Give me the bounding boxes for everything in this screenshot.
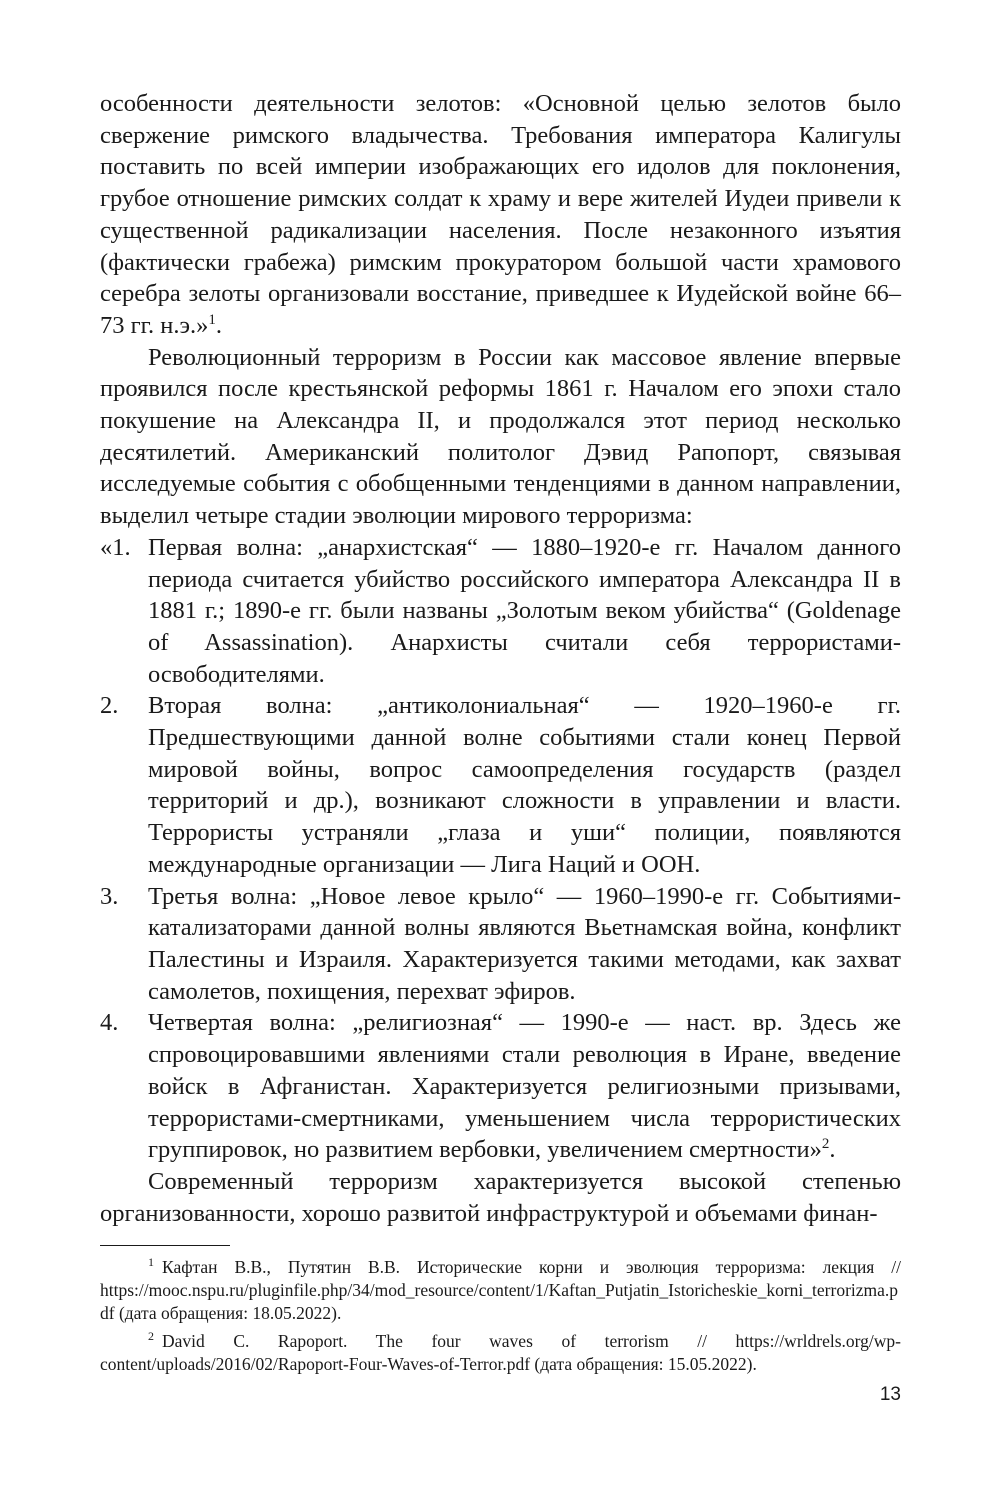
paragraph-zealots <box>100 88 901 342</box>
footnote-2 <box>100 1330 901 1376</box>
list-item-third-wave <box>100 881 901 1008</box>
list-item-number: 2. <box>100 692 119 720</box>
paragraph-text: Революционный терроризм в России как массовое явление впервые проявился после крестьянской реформы 1861 г. Началом его эпохи стало покушение на Александра II, и продолжался этот период несколько десятилетий. Американский политолог Дэвид Рапопорт, связывая исследуемые события с обобщенными тенденциями в данном направлении, выделил четыре стадии эволюции мирового терроризма: <box>100 343 901 530</box>
paragraph-revolutionary-terrorism <box>100 342 901 532</box>
list-item-text: Третья волна: „Новое левое крыло“ — 1960–1990-е гг. Событиями-катализаторами данной волны являются Вьетнамская война, конфликт Палестины и Израиля. Характеризуется такими методами, как захват самолетов, похищения, перехват эфиров. <box>148 882 901 1005</box>
footnote-marker: 1 <box>148 1255 154 1270</box>
list-item-second-wave <box>100 690 901 880</box>
list-item-number: 4. <box>100 1009 119 1037</box>
paragraph-tail: . <box>215 311 222 339</box>
paragraph-text: Современный терроризм характеризуется высокой степенью организованности, хорошо развитой инфраструктурой и объемами финан- <box>100 1167 901 1227</box>
terrorism-waves-list <box>100 532 901 1166</box>
footnote-1 <box>100 1256 901 1325</box>
footnote-ref-1[interactable]: 1 <box>208 311 216 328</box>
list-item-text: Вторая волна: „антиколониальная“ — 1920–1960-е гг. Предшествующими данной волне событиями стали конец Первой мировой войны, вопрос самоопределения государств (раздел территорий и др.), возникают сложности в управлении и власти. Террористы устраняли „глаза и уши“ полиции, появляются международные организации — Лига Наций и ООН. <box>148 692 901 878</box>
list-item-number: 3. <box>100 882 119 910</box>
list-item-first-wave <box>100 532 901 691</box>
list-item-number: «1. <box>100 533 131 561</box>
footnote-ref-2[interactable]: 2 <box>821 1136 830 1153</box>
paragraph-text: особенности деятельности зелотов: «Основной целью зелотов было свержение римского владычества. Требования императора Калигулы поставить по всей империи изображающих его идолов для поклонения, грубое отношение римских солдат к храму и вере жителей Иудеи привели к существенной радикализации населения. После незаконного изъятия (фактически грабежа) римским прокуратором большой части храмового серебра зелоты организовали восстание, приведшее к Иудейской войне 66–73 гг. н.э.» <box>100 90 901 339</box>
footnote-text: David C. Rapoport. The four waves of terrorism // https://wrldrels.org/wp-content/uploads/2016/02/Rapoport-Four-Waves-of-Terror.pdf (дата обращения: 15.05.2022). <box>100 1331 901 1375</box>
page-number: 13 <box>879 1384 901 1405</box>
list-item-text: Четвертая волна: „религиозная“ — 1990-е — наст. вр. Здесь же спровоцировавшими явлениями стали революция в Иране, введение войск в Афганистан. Характеризуется религиозными призывами, террористами-смертниками, уменьшением числа террористических группировок, но развитием вербовки, увеличением смертности» <box>148 1009 901 1164</box>
list-item-text: Первая волна: „анархистская“ — 1880–1920-е гг. Началом данного периода считается убийство российского императора Александра II в 1881 г.; 1890-е гг. были названы „Золотым веком убийства“ (Goldenage of Assassination). Анархисты считали себя террористами-освободителями. <box>148 533 901 688</box>
footnote-text: Кафтан В.В., Путятин В.В. Исторические корни и эволюция терроризма: лекция // https://mooc.nspu.ru/pluginfile.php/34/mod_resource/content/1/Kaftan_Putjatin_Istoricheskie_korni_terrorizma.pdf (дата обращения: 18.05.2022). <box>100 1257 901 1324</box>
list-item-text-wrapper <box>148 1007 901 1166</box>
list-item-tail: . <box>829 1136 836 1164</box>
list-item-fourth-wave <box>100 1007 901 1166</box>
paragraph-modern-terrorism <box>100 1166 901 1229</box>
page-body <box>100 88 901 1381</box>
footnote-marker: 2 <box>148 1329 154 1344</box>
footnote-divider <box>100 1245 230 1246</box>
